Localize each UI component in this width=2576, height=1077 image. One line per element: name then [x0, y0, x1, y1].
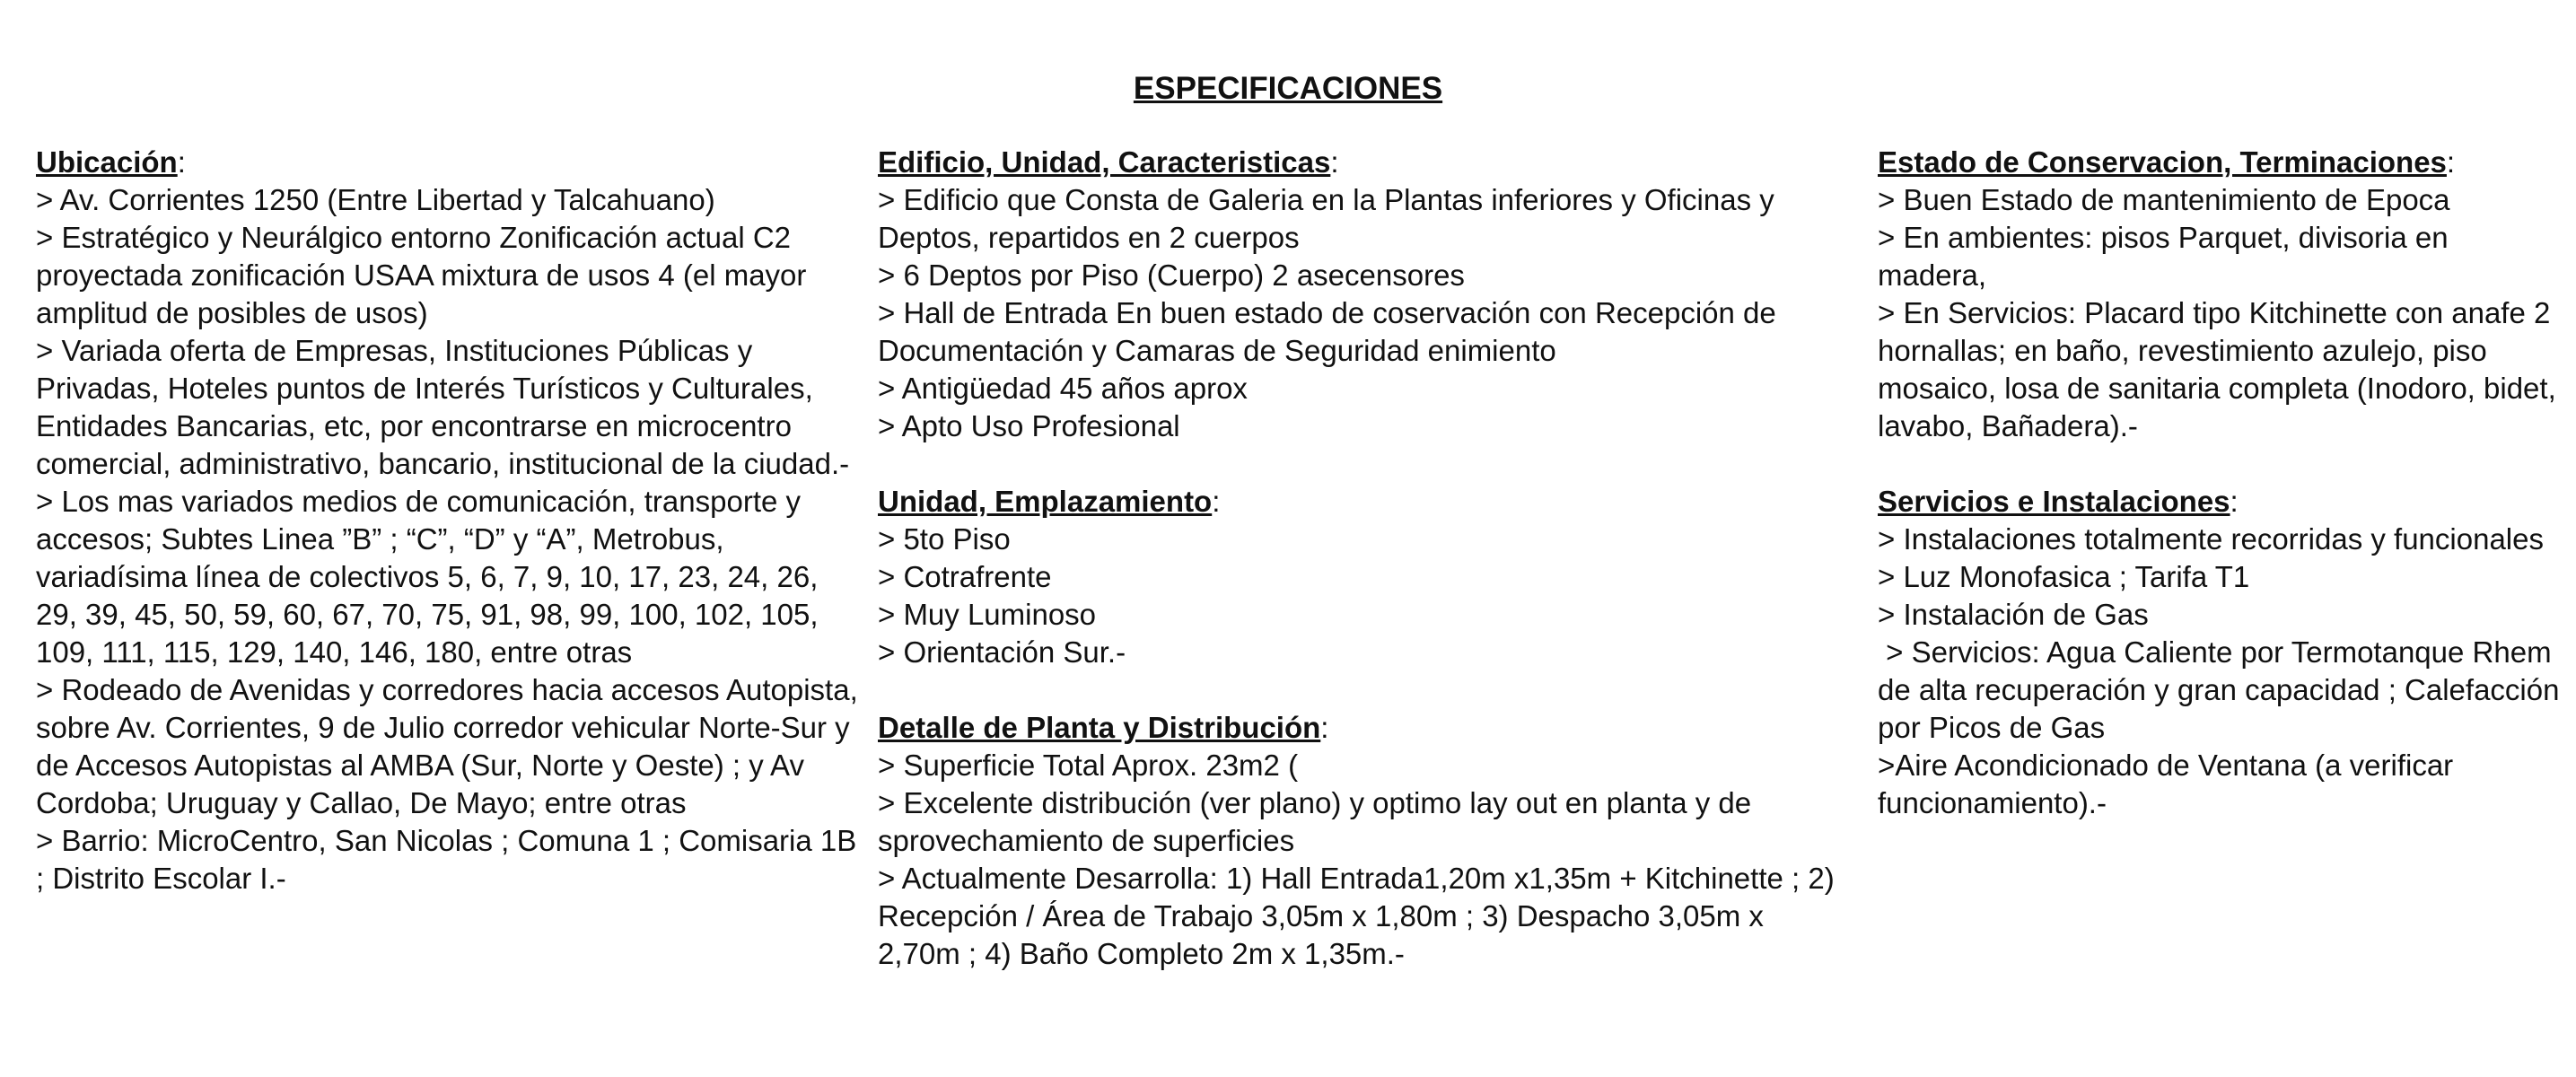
section-heading-colon: :: [1330, 145, 1339, 179]
section-heading-text: Unidad, Emplazamiento: [878, 485, 1213, 518]
list-item: > Buen Estado de mantenimiento de Epoca: [1878, 183, 2450, 216]
section-heading-text: Estado de Conservacion, Terminaciones: [1878, 145, 2447, 179]
section-servicios: [1878, 483, 2568, 822]
list-item: > Edificio que Consta de Galeria en la Plantas inferiores y Oficinas y Deptos, repartidos en 2 cuerpos: [878, 183, 1783, 254]
section-heading-text: Detalle de Planta y Distribución: [878, 711, 1321, 744]
section-detalle-planta: [878, 709, 1847, 973]
list-item: > Cotrafrente: [878, 560, 1052, 593]
list-item: > En Servicios: Placard tipo Kitchinette con anafe 2 hornallas; en baño, revestimiento azulejo, piso mosaico, losa de sanitaria completa (Inodoro, bidet, lavabo, Bañadera).-: [1878, 296, 2564, 442]
list-item: > Orientación Sur.-: [878, 635, 1126, 669]
section-heading-colon: :: [2230, 485, 2239, 518]
list-item: > Hall de Entrada En buen estado de coservación con Recepción de Documentación y Camaras de Seguridad enimiento: [878, 296, 1784, 367]
section-heading-colon: :: [177, 145, 186, 179]
column-building: [878, 144, 1847, 1011]
list-item: > 6 Deptos por Piso (Cuerpo) 2 asecensores: [878, 258, 1465, 292]
section-heading-colon: :: [1212, 485, 1221, 518]
list-item: > En ambientes: pisos Parquet, divisoria en madera,: [1878, 221, 2457, 292]
list-item: > Instalación de Gas: [1878, 598, 2149, 631]
list-item: > 5to Piso: [878, 522, 1011, 556]
section-heading-text: Servicios e Instalaciones: [1878, 485, 2230, 518]
list-item: > Apto Uso Profesional: [878, 409, 1180, 442]
list-item: > Antigüedad 45 años aprox: [878, 372, 1248, 405]
section-heading: [878, 483, 1847, 521]
list-item: > Estratégico y Neurálgico entorno Zonificación actual C2 proyectada zonificación USAA mixtura de usos 4 (el mayor amplitud de posibles de usos): [36, 221, 815, 329]
section-heading: [878, 709, 1847, 747]
section-heading: [1878, 144, 2560, 181]
page-title: ESPECIFICACIONES: [1133, 71, 1443, 106]
section-edificio: [878, 144, 1847, 445]
section-heading-text: Ubicación: [36, 145, 178, 179]
section-estado: [1878, 144, 2564, 445]
list-item: > Muy Luminoso: [878, 598, 1097, 631]
list-item: > Luz Monofasica ; Tarifa T1: [1878, 560, 2250, 593]
list-item: > Barrio: MicroCentro, San Nicolas ; Comuna 1 ; Comisaria 1B ; Distrito Escolar I.-: [36, 824, 865, 895]
list-item: > Variada oferta de Empresas, Instituciones Públicas y Privadas, Hoteles puntos de Interés Turísticos y Culturales, Entidades Bancarias, etc, por encontrarse en microcentro comercial, administrativo, bancario, institucional de la ciudad.-: [36, 334, 850, 480]
section-heading: [36, 144, 862, 181]
list-item: >Aire Acondicionado de Ventana (a verificar funcionamiento).-: [1878, 749, 2462, 819]
list-item: > Rodeado de Avenidas y corredores hacia accesos Autopista, sobre Av. Corrientes, 9 de Julio corredor vehicular Norte-Sur y de Accesos Autopistas al AMBA (Sur, Norte y Oeste) ; y Av Cordoba; Uruguay y Callao, De Mayo; entre otras: [36, 673, 866, 819]
column-location: [36, 144, 866, 935]
section-unidad: [878, 483, 1847, 671]
list-item: > Superficie Total Aprox. 23m2 (: [878, 749, 1299, 782]
list-item: > Actualmente Desarrolla: 1) Hall Entrada1,20m x1,35m + Kitchinette ; 2) Recepción / Área de Trabajo 3,05m x 1,80m ; 3) Despacho 3,05m x 2,70m ; 4) Baño Completo 2m x 1,35m.-: [878, 862, 1843, 970]
section-ubicacion: [36, 144, 866, 898]
section-heading: [1878, 483, 2560, 521]
list-item: > Servicios: Agua Caliente por Termotanque Rhem de alta recuperación y gran capacidad ; Calefacción por Picos de Gas: [1878, 635, 2568, 744]
column-condition: [1878, 144, 2568, 860]
section-heading: [878, 144, 1847, 181]
section-heading-text: Edificio, Unidad, Caracteristicas: [878, 145, 1331, 179]
section-heading-colon: :: [1320, 711, 1329, 744]
list-item: > Excelente distribución (ver plano) y optimo lay out en planta y de sprovechamiento de superficies: [878, 786, 1760, 857]
list-item: > Los mas variados medios de comunicación, transporte y accesos; Subtes Linea ”B” ; “C”, “D” y “A”, Metrobus, variadísima línea de colectivos 5, 6, 7, 9, 10, 17, 23, 24, 26, 29, 39, 45, 50, 59, 60, 67, 70, 75, 91, 98, 99, 100, 102, 105, 109, 111, 115, 129, 140, 146, 180, entre otras: [36, 485, 827, 669]
section-heading-colon: :: [2446, 145, 2456, 179]
list-item: > Instalaciones totalmente recorridas y funcionales: [1878, 522, 2544, 556]
list-item: > Av. Corrientes 1250 (Entre Libertad y Talcahuano): [36, 183, 715, 216]
